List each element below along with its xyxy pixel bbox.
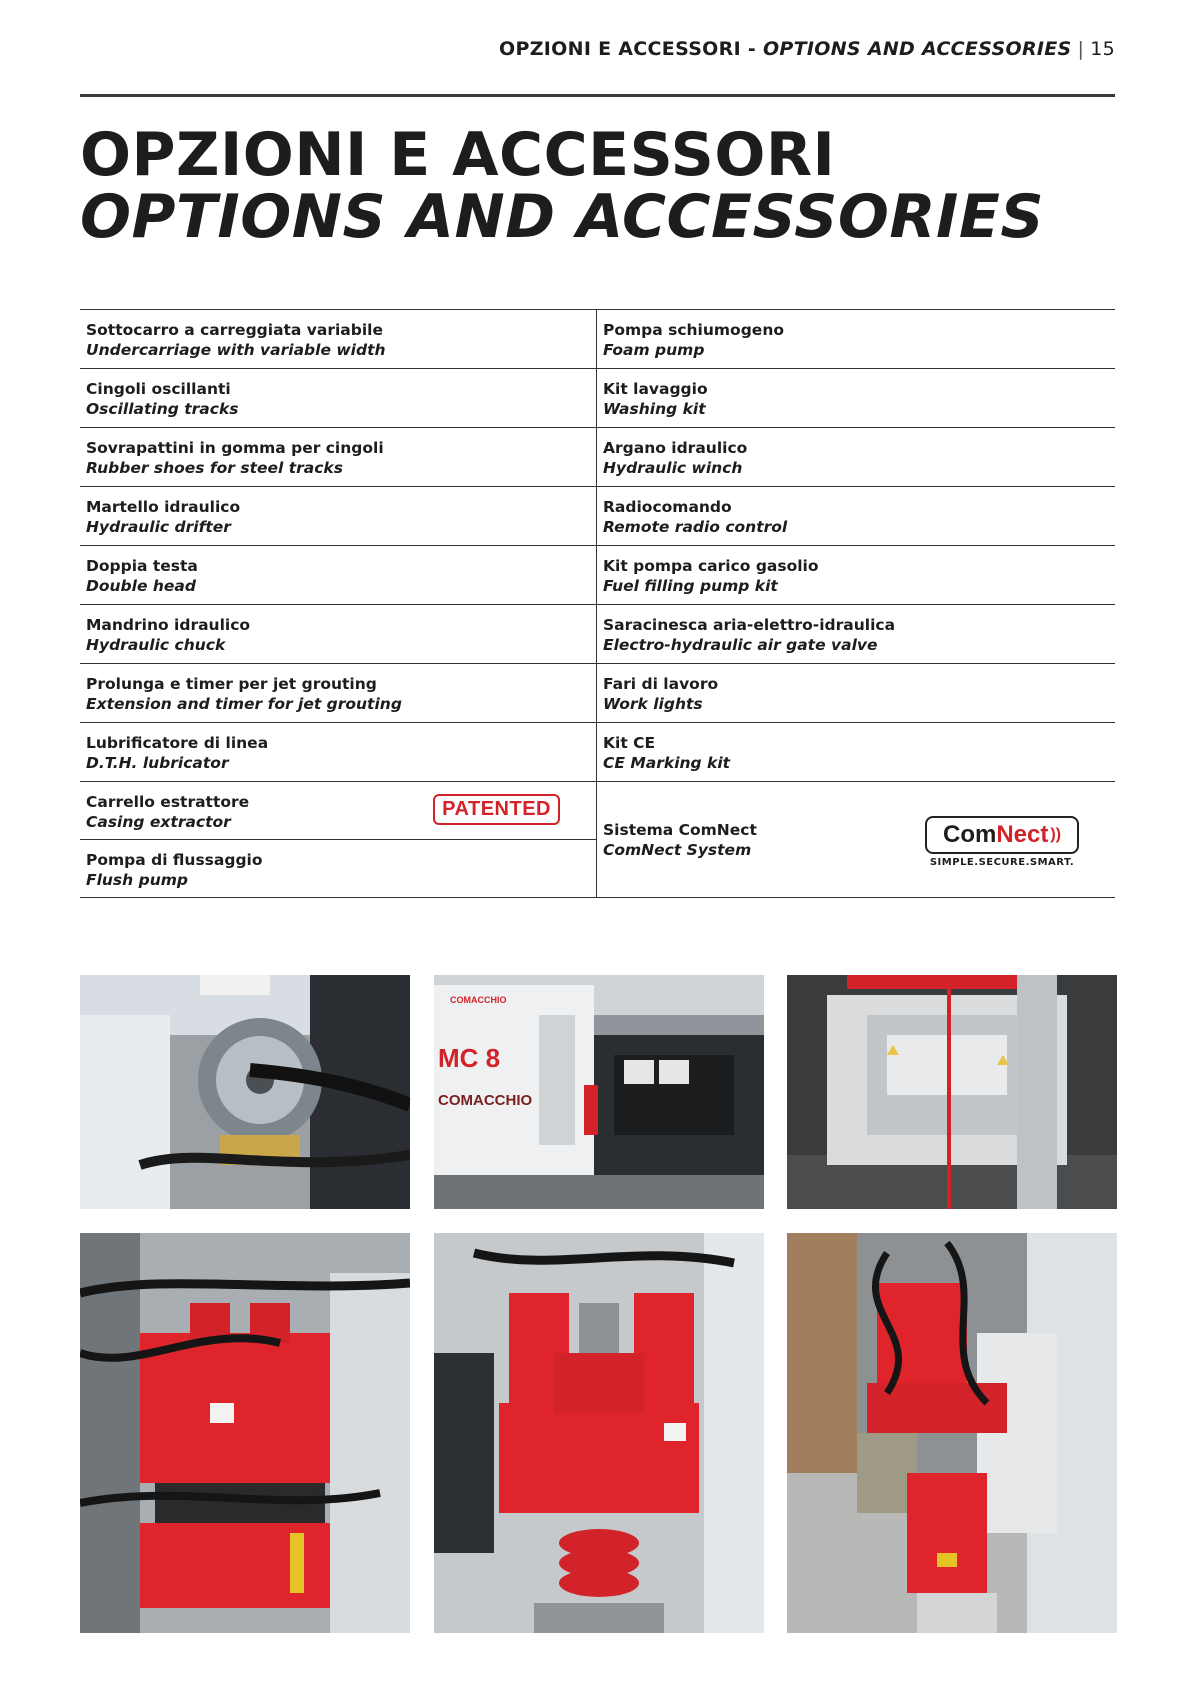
option-cell-right: [597, 546, 1114, 604]
option-it: Radiocomando: [603, 498, 732, 516]
option-cell-left: [80, 605, 597, 663]
photo-mc8-pump: [434, 975, 764, 1209]
option-cell-right: [597, 310, 1114, 368]
option-it: Kit pompa carico gasolio: [603, 557, 819, 575]
page-header: [80, 38, 1115, 66]
options-row: [80, 546, 1115, 605]
option-it: Cingoli oscillanti: [86, 380, 231, 398]
option-it: Pompa di flussaggio: [86, 851, 263, 869]
comnect-logo: [925, 816, 1079, 868]
photo-model: MC 8: [438, 1043, 501, 1073]
option-en: Flush pump: [86, 871, 188, 889]
option-it: Pompa schiumogeno: [603, 321, 784, 339]
option-cell-right: [597, 487, 1114, 545]
option-cell-left: [80, 546, 597, 604]
option-cell-left: [80, 723, 597, 781]
option-en: Extension and timer for jet grouting: [86, 695, 402, 713]
option-en: Rubber shoes for steel tracks: [86, 459, 343, 477]
option-en: Washing kit: [603, 400, 706, 418]
option-cell-right: [597, 605, 1114, 663]
comnect-tagline: SIMPLE.SECURE.SMART.: [929, 857, 1075, 868]
option-it: Saracinesca aria-elettro-idraulica: [603, 616, 896, 634]
page-title-en: OPTIONS AND ACCESSORIES: [80, 182, 1045, 252]
option-en: Foam pump: [603, 341, 705, 359]
option-cell-right: [597, 428, 1114, 486]
options-row: [80, 605, 1115, 664]
option-en: Work lights: [603, 695, 703, 713]
option-it: Sistema ComNect: [603, 821, 757, 839]
options-table: [80, 309, 1115, 898]
option-en: Hydraulic chuck: [86, 636, 226, 654]
photo-double-head: [80, 1233, 410, 1633]
option-comnect-system: [597, 782, 1115, 897]
option-en: Fuel filling pump kit: [603, 577, 778, 595]
option-it: Lubrificatore di linea: [86, 734, 269, 752]
option-it: Mandrino idraulico: [86, 616, 251, 634]
options-row: [80, 428, 1115, 487]
options-row: [80, 723, 1115, 782]
option-it: Sottocarro a carreggiata variabile: [86, 321, 384, 339]
option-it: Kit lavaggio: [603, 380, 708, 398]
option-it: Carrello estrattore: [86, 793, 250, 811]
options-row: [80, 664, 1115, 723]
option-cell-left: [80, 369, 597, 427]
option-it: Martello idraulico: [86, 498, 241, 516]
comnect-logo-box: [925, 816, 1079, 854]
option-it: Doppia testa: [86, 557, 198, 575]
option-en: D.T.H. lubricator: [86, 754, 229, 772]
option-cell-left: [80, 664, 597, 722]
options-row: [80, 487, 1115, 546]
header-separator: |: [1077, 38, 1085, 60]
comnect-logo-nect: Nect: [996, 821, 1049, 848]
option-en: ComNect System: [603, 841, 752, 859]
option-en: Electro-hydraulic air gate valve: [603, 636, 878, 654]
photo-hydraulic-drifter: [434, 1233, 764, 1633]
option-cell-right: [597, 664, 1114, 722]
photo-hydraulic-chuck: [787, 1233, 1117, 1633]
option-it: Kit CE: [603, 734, 656, 752]
wifi-icon: )): [1050, 826, 1062, 843]
photo-brand-2: COMACCHIO: [438, 1092, 533, 1109]
option-en: Double head: [86, 577, 196, 595]
option-en: Casing extractor: [86, 813, 231, 831]
page-title-it: OPZIONI E ACCESSORI: [80, 120, 836, 190]
photo-casing-extractor: [787, 975, 1117, 1209]
option-cell-left: [80, 428, 597, 486]
option-en: Oscillating tracks: [86, 400, 239, 418]
option-en: Undercarriage with variable width: [86, 341, 386, 359]
photo-hose-reel: [80, 975, 410, 1209]
option-cell-right: [597, 723, 1114, 781]
option-flush-pump: [80, 840, 596, 898]
option-en: Hydraulic winch: [603, 459, 743, 477]
header-rule: [80, 94, 1115, 97]
patented-badge: PATENTED: [433, 794, 560, 825]
options-last-block: [80, 782, 1115, 898]
page-title: [80, 120, 1115, 252]
photo-brand-1: COMACCHIO: [450, 995, 507, 1005]
option-cell-left: [80, 310, 597, 368]
option-it: Sovrapattini in gomma per cingoli: [86, 439, 384, 457]
header-title-en: OPTIONS AND ACCESSORIES: [762, 38, 1072, 60]
header-title-it: OPZIONI E ACCESSORI -: [499, 38, 763, 60]
last-left-column: [80, 782, 597, 897]
options-row: [80, 310, 1115, 369]
option-it: Argano idraulico: [603, 439, 748, 457]
option-en: CE Marking kit: [603, 754, 731, 772]
option-it: Prolunga e timer per jet grouting: [86, 675, 377, 693]
comnect-logo-com: Com: [942, 821, 997, 848]
option-en: Remote radio control: [603, 518, 788, 536]
option-it: Fari di lavoro: [603, 675, 719, 693]
option-casing-extractor: [80, 782, 596, 840]
option-en: Hydraulic drifter: [86, 518, 231, 536]
options-row: [80, 369, 1115, 428]
page-number: 15: [1090, 38, 1115, 60]
option-cell-right: [597, 369, 1114, 427]
option-cell-left: [80, 487, 597, 545]
